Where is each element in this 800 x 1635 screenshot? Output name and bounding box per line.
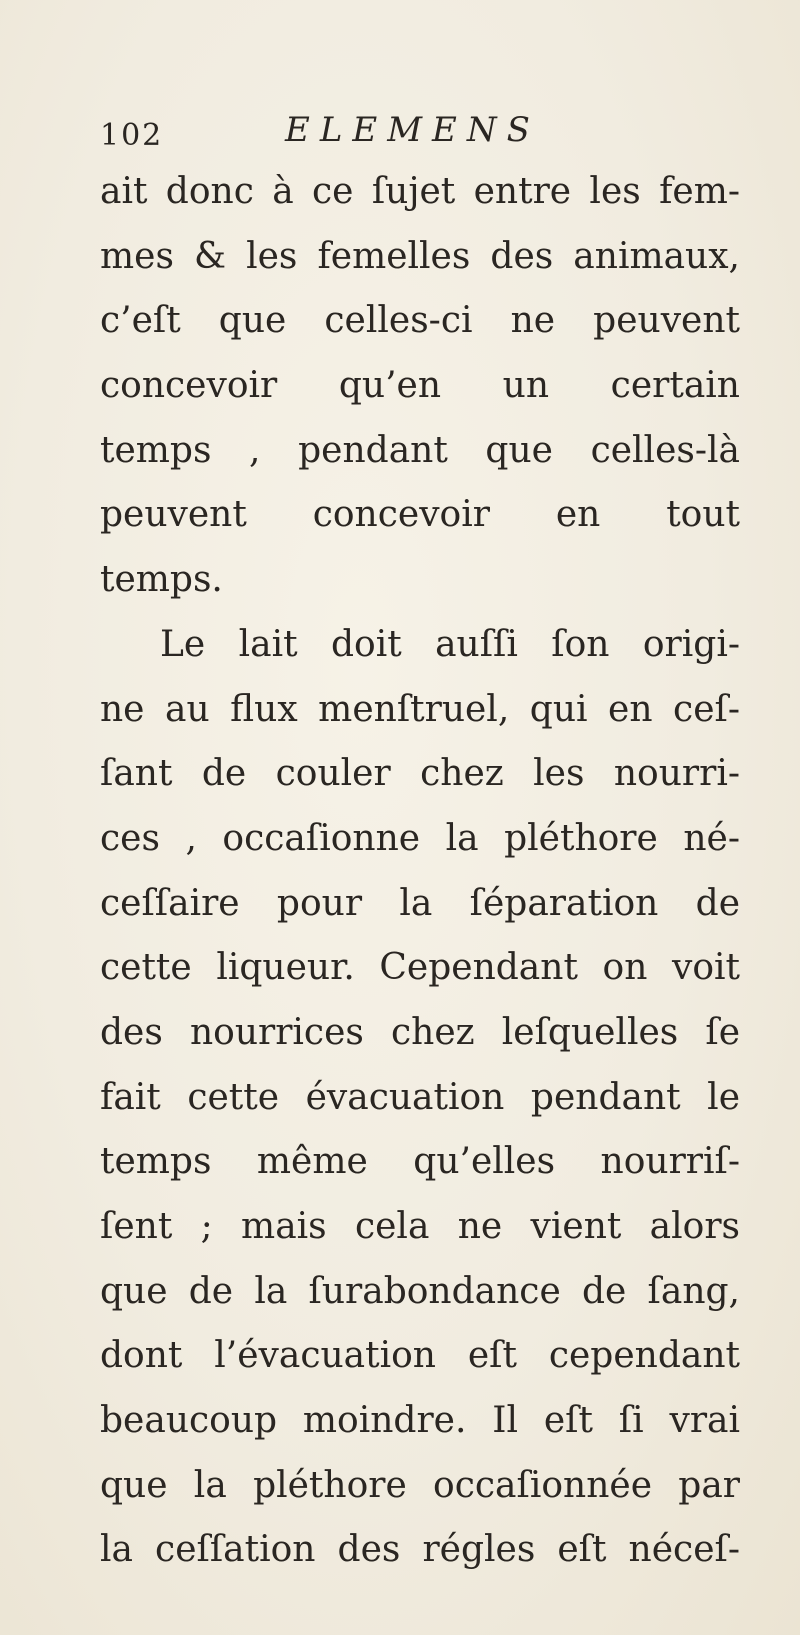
text-line: cette liqueur. Cependant on voit [100, 947, 740, 989]
running-head [100, 110, 580, 160]
text-line: temps. [100, 559, 223, 601]
text-line: ne au flux menſtruel, qui en ceſ- [100, 688, 740, 730]
running-title: ELEMENS [285, 110, 540, 150]
text-line: ait donc à ce ſujet entre les fem- [100, 171, 740, 212]
text-line: c’eſt que celles-ci ne peuvent [100, 300, 740, 342]
body-text [100, 160, 740, 1583]
text-line: ceſſaire pour la ſéparation de [100, 882, 740, 924]
text-line: ſent ; mais cela ne vient alors [100, 1206, 740, 1247]
text-line: peuvent concevoir en tout [100, 494, 740, 536]
text-line: fait cette évacuation pendant le [100, 1076, 740, 1118]
text-line: que de la ſurabondance de ſang, [100, 1270, 740, 1312]
text-line: Le lait doit auſſi ſon origi- [160, 623, 740, 665]
text-line: beaucoup moindre. Il eſt ſi vrai [100, 1400, 740, 1442]
text-line: temps , pendant que celles-là [100, 429, 740, 471]
text-line: que la pléthore occaſionnée par [100, 1464, 740, 1506]
text-line: concevoir qu’en un certain [100, 365, 740, 407]
text-line: mes & les femelles des animaux, [100, 235, 740, 277]
text-line: temps même qu’elles nourriſ- [100, 1141, 740, 1183]
text-line: des nourrices chez leſquelles ſe [100, 1011, 740, 1053]
text-line: la ceſſation des régles eſt néceſ- [100, 1529, 740, 1571]
text-line: dont l’évacuation eſt cependant [100, 1335, 740, 1377]
text-line: ſant de couler chez les nourri- [100, 753, 740, 795]
page-number: 102 [100, 118, 164, 153]
text-line: ces , occaſionne la pléthore né- [100, 817, 740, 859]
